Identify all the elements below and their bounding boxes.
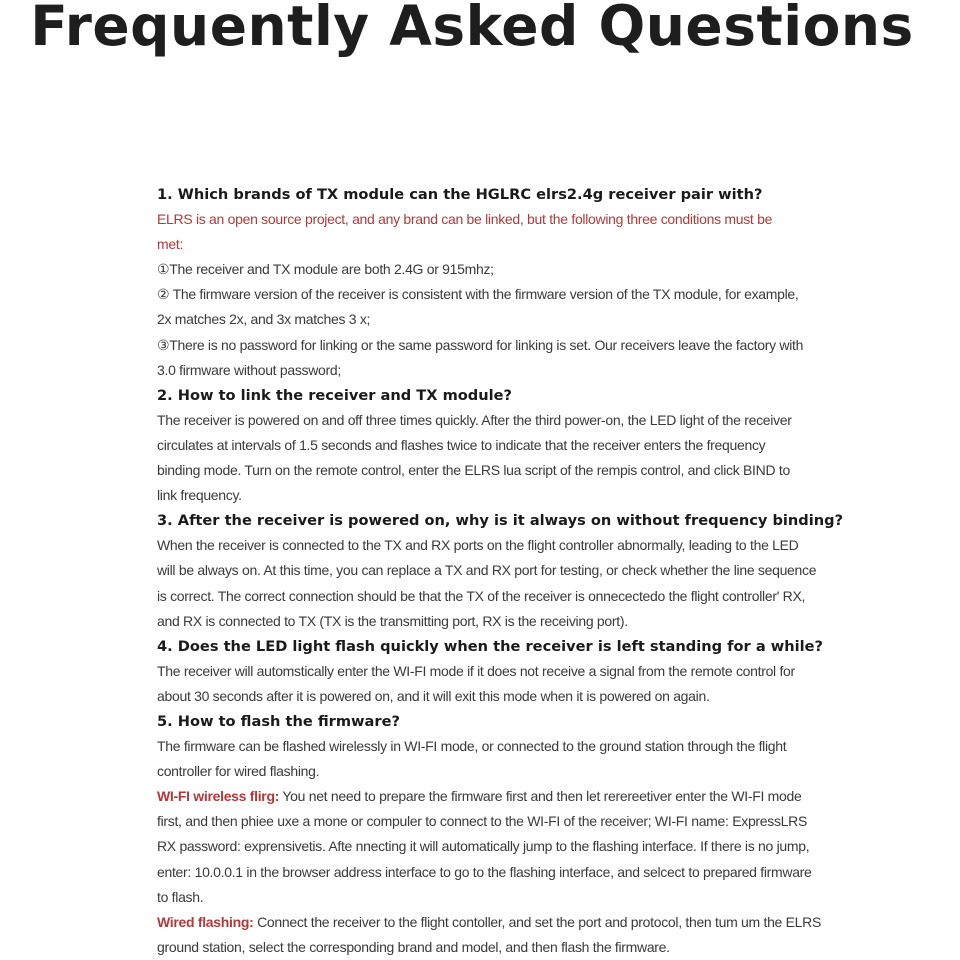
answer-text: 3.0 firmware without password;: [157, 361, 341, 378]
answer-text: and RX is connected to TX (TX is the transmitting port, RX is the receiving port).: [157, 612, 628, 629]
faq-answer-line: ELRS is an open source project, and any brand can be linked, but the following three conditions must be: [157, 211, 773, 228]
faq-answer-line: [157, 358, 837, 383]
answer-text: to flash.: [157, 888, 204, 905]
answer-label: WI-FI wireless flirg:: [157, 788, 280, 805]
answer-text: ③There is no password for linking or the same password for linking is set. Our receivers leave the factory with: [157, 336, 804, 353]
answer-text: controller for wired flashing.: [157, 763, 320, 780]
faq-answer-line: [157, 257, 837, 282]
answer-text: circulates at intervals of 1.5 seconds and flashes twice to indicate that the receiver enters the frequency: [157, 436, 766, 453]
answer-text: ② The firmware version of the receiver is consistent with the firmware version of the TX module, for example,: [157, 286, 799, 303]
faq-answer-line: [157, 784, 837, 809]
faq-item: [157, 383, 837, 508]
answer-text: link frequency.: [157, 487, 242, 504]
faq-answer-line: [157, 860, 837, 885]
answer-text: ①The receiver and TX module are both 2.4G or 915mhz;: [157, 261, 494, 278]
answer-text: When the receiver is connected to the TX and RX ports on the flight controller abnormally, leading to the LED: [157, 537, 799, 554]
answer-label: Wired flashing:: [157, 913, 254, 930]
faq-question: 2. How to link the receiver and TX module?: [157, 386, 513, 404]
faq-answer-line: [157, 935, 837, 960]
faq-answer-line: met:: [157, 236, 184, 253]
answer-text: first, and then phiee uxe a mone or compuler to connect to the WI-FI of the receiver; WI-FI name: ExpressLRS: [157, 813, 808, 830]
faq-answer-line: [157, 885, 837, 910]
faq-answer-line: [157, 433, 837, 458]
faq-answer-line: [157, 584, 837, 609]
answer-text: Connect the receiver to the flight contoller, and set the port and protocol, then tum um the ELRS: [253, 913, 822, 930]
faq-item: [157, 709, 837, 960]
faq-answer-line: [157, 558, 837, 583]
faq-question: 1. Which brands of TX module can the HGLRC elrs2.4g receiver pair with?: [157, 186, 763, 203]
answer-text: The receiver is powered on and off three times quickly. After the third power-on, the LED light of the receiver: [157, 411, 792, 428]
faq-list: [157, 182, 844, 960]
answer-text: is correct. The correct connection should be that the TX of the receiver is onnecectedo the flight controller' RX,: [157, 587, 806, 604]
faq-answer-line: [157, 307, 837, 332]
answer-text: about 30 seconds after it is powered on, and it will exit this mode when it is powered on again.: [157, 687, 710, 704]
faq-question: 4. Does the LED light flash quickly when the receiver is left standing for a while?: [157, 637, 823, 655]
answer-text: binding mode. Turn on the remote control, enter the ELRS lua script of the rempis control, and click BIND to: [157, 462, 790, 479]
faq-question: 3. After the receiver is powered on, why is it always on without frequency binding?: [157, 512, 844, 530]
faq-answer-line: [157, 533, 837, 558]
answer-text: will be always on. At this time, you can replace a TX and RX port for testing, or check whether the line sequence: [157, 562, 817, 579]
faq-answer-line: [157, 458, 837, 483]
faq-answer-line: [157, 483, 837, 508]
answer-text: RX password: exprensivetis. Afte nnecting it will automatically jump to the flashing interface. If there is no jump,: [157, 838, 810, 855]
faq-item: [157, 182, 837, 383]
answer-text: The receiver will automstically enter the WI-FI mode if it does not receive a signal from the remote control for: [157, 662, 795, 679]
answer-text: The firmware can be flashed wirelessly in WI-FI mode, or connected to the ground station through the flight: [157, 738, 787, 755]
faq-answer-line: [157, 734, 837, 759]
answer-text: enter: 10.0.0.1 in the browser address interface to go to the flashing interface, and selcect to prepared firmware: [157, 863, 812, 880]
faq-answer-line: [157, 609, 837, 634]
faq-answer-line: [157, 684, 837, 709]
page-title: Frequently Asked Questions: [30, 0, 914, 58]
faq-answer-line: [157, 809, 837, 834]
faq-item: [157, 634, 837, 709]
faq-item: [157, 508, 844, 633]
faq-answer-line: [157, 659, 837, 684]
answer-text: You net need to prepare the firmware first and then let rerereetiver enter the WI-FI mode: [279, 788, 802, 805]
faq-answer-line: [157, 408, 837, 433]
faq-answer-line: [157, 834, 837, 859]
faq-answer-line: [157, 759, 837, 784]
faq-answer-line: [157, 282, 837, 307]
answer-text: ground station, select the corresponding brand and model, and then flash the firmware.: [157, 938, 670, 955]
faq-answer-line: [157, 910, 837, 935]
faq-answer-line: [157, 333, 837, 358]
answer-text: 2x matches 2x, and 3x matches 3 x;: [157, 311, 371, 328]
faq-question: 5. How to flash the firmware?: [157, 712, 400, 730]
